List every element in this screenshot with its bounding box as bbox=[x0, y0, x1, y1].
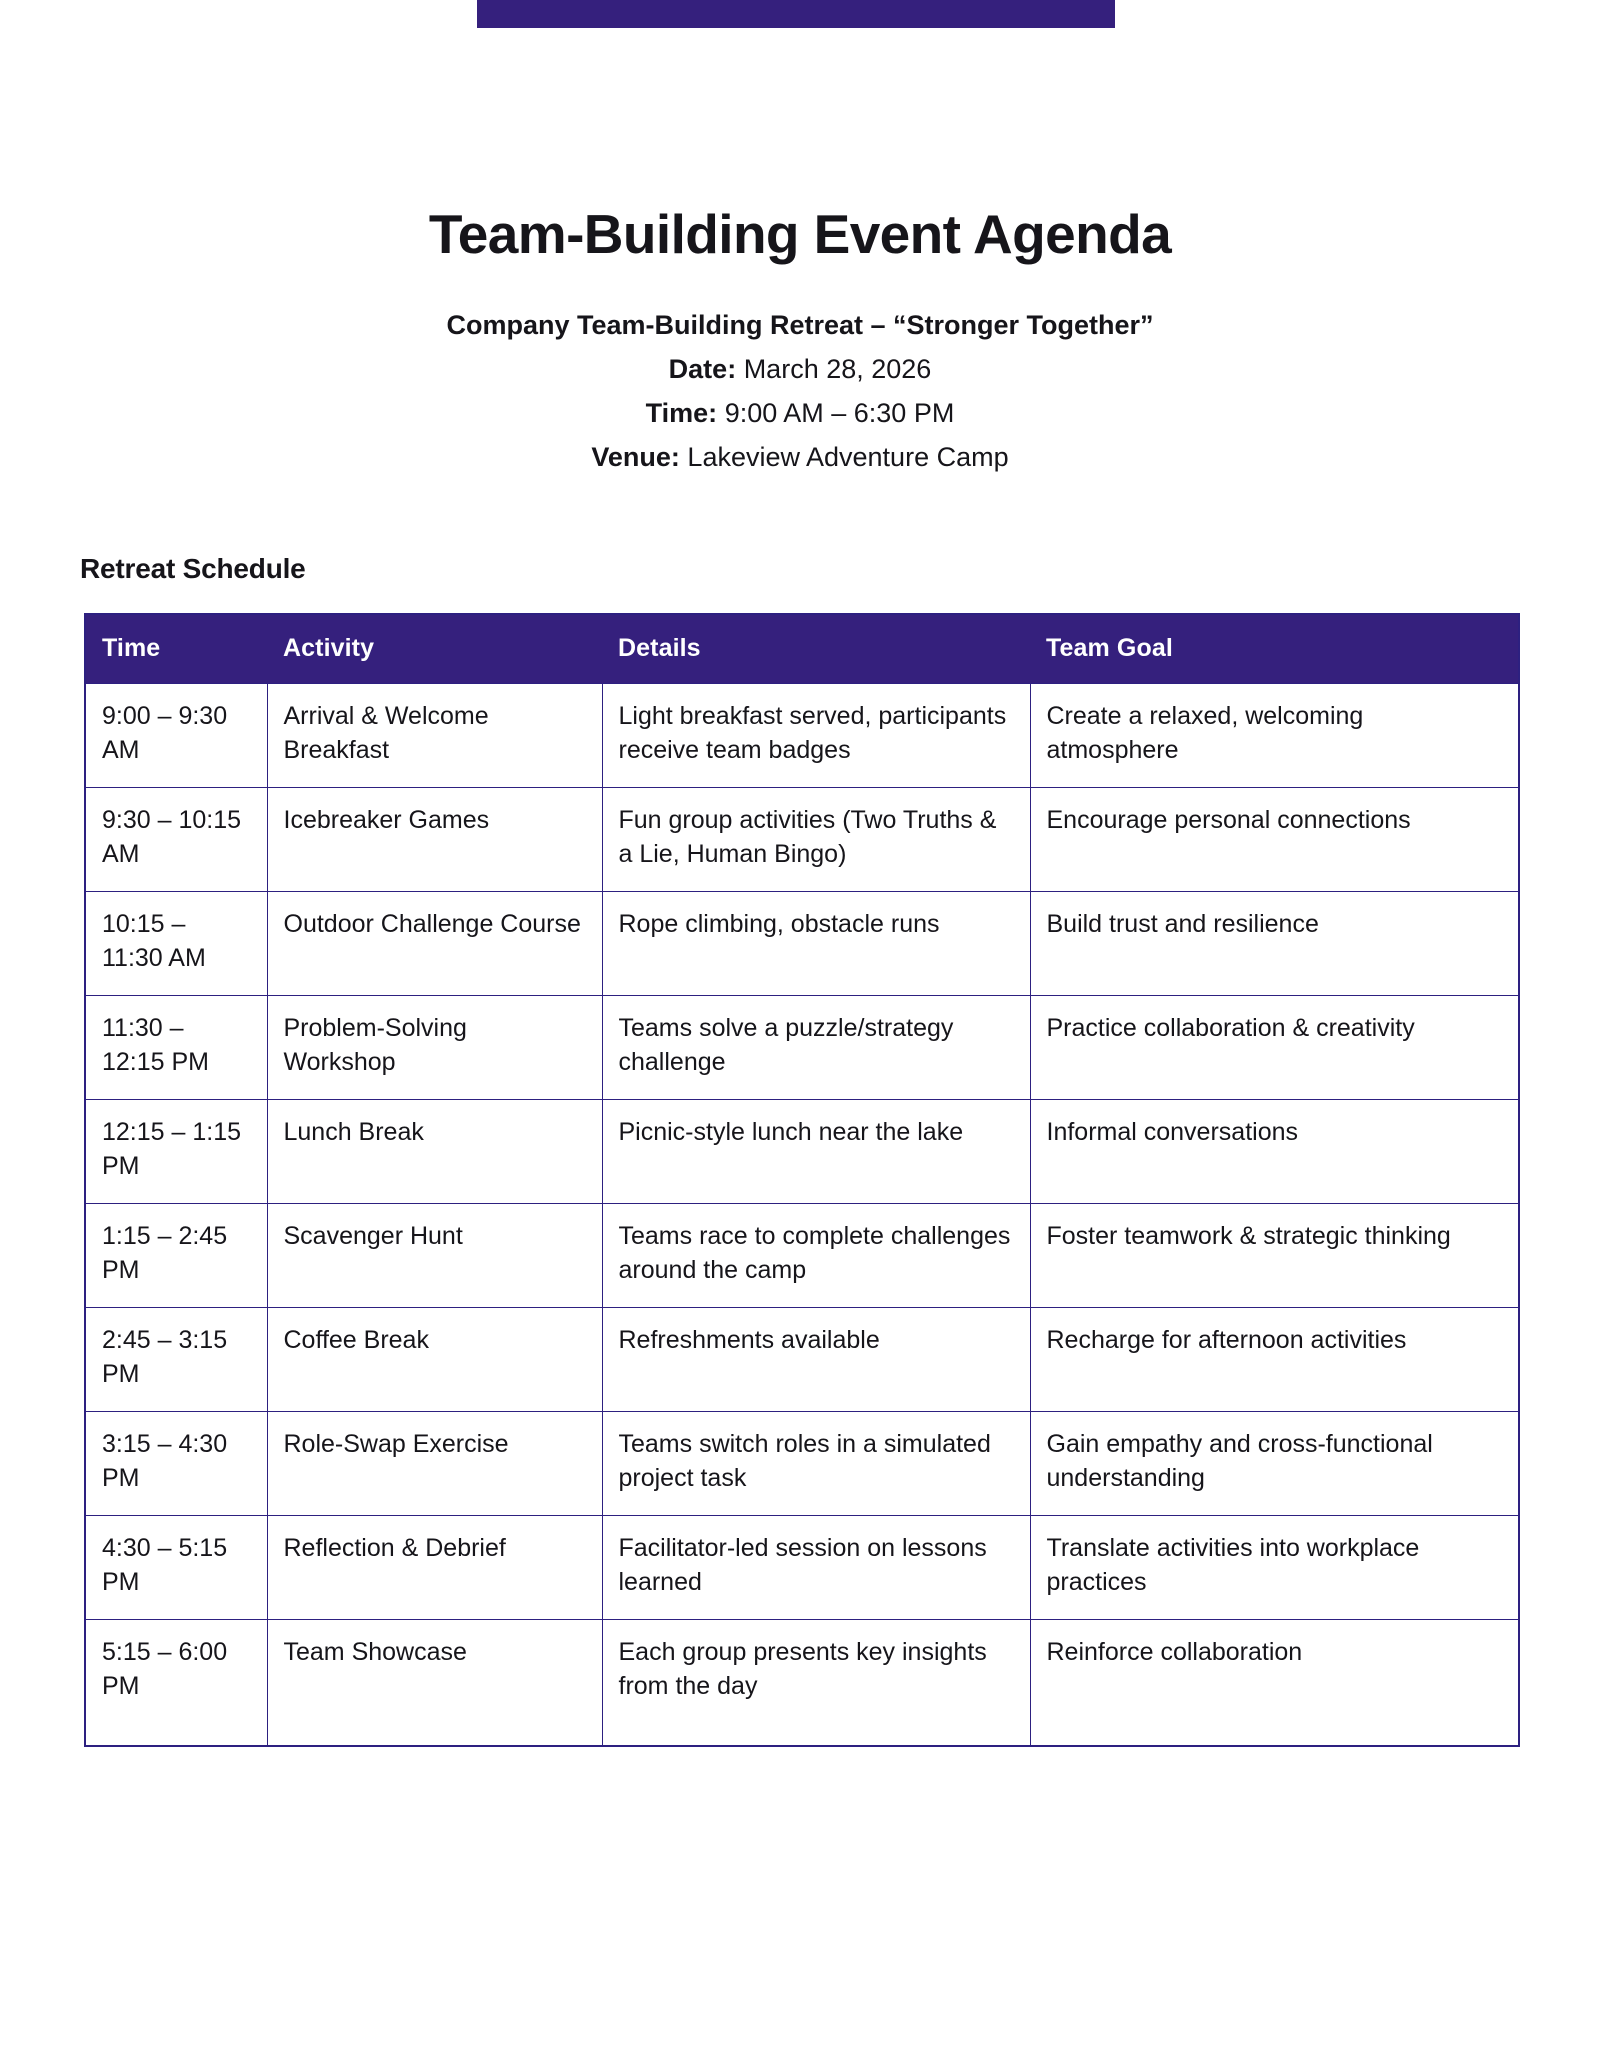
table-row bbox=[85, 1100, 1519, 1204]
cell-details: Refreshments available bbox=[602, 1308, 1030, 1412]
cell-details: Teams race to complete challenges around the camp bbox=[602, 1204, 1030, 1308]
cell-details: Each group presents key insights from the day bbox=[602, 1620, 1030, 1747]
cell-activity: Scavenger Hunt bbox=[267, 1204, 602, 1308]
cell-time: 9:30 – 10:15 AM bbox=[85, 788, 267, 892]
cell-time: 12:15 – 1:15 PM bbox=[85, 1100, 267, 1204]
column-header-goal: Team Goal bbox=[1030, 614, 1519, 684]
schedule-table-body bbox=[85, 684, 1519, 1747]
cell-activity: Reflection & Debrief bbox=[267, 1516, 602, 1620]
event-venue-line bbox=[0, 436, 1600, 480]
date-label: Date: bbox=[668, 354, 737, 385]
cell-time: 11:30 – 12:15 PM bbox=[85, 996, 267, 1100]
table-row bbox=[85, 1412, 1519, 1516]
event-time-line bbox=[0, 392, 1600, 436]
cell-activity: Problem-Solving Workshop bbox=[267, 996, 602, 1100]
page-title: Team-Building Event Agenda bbox=[428, 203, 1172, 265]
cell-details: Teams solve a puzzle/strategy challenge bbox=[602, 996, 1030, 1100]
date-value: March 28, 2026 bbox=[736, 354, 932, 385]
cell-details: Fun group activities (Two Truths & a Lie, Human Bingo) bbox=[602, 788, 1030, 892]
cell-time: 4:30 – 5:15 PM bbox=[85, 1516, 267, 1620]
table-row bbox=[85, 892, 1519, 996]
cell-details: Light breakfast served, participants receive team badges bbox=[602, 684, 1030, 788]
venue-label: Venue: bbox=[591, 441, 680, 472]
table-row bbox=[85, 1204, 1519, 1308]
cell-activity: Icebreaker Games bbox=[267, 788, 602, 892]
section-heading-retreat-schedule: Retreat Schedule bbox=[80, 553, 306, 584]
cell-time: 9:00 – 9:30 AM bbox=[85, 684, 267, 788]
cell-activity: Lunch Break bbox=[267, 1100, 602, 1204]
column-header-details: Details bbox=[602, 614, 1030, 684]
cell-details: Teams switch roles in a simulated project task bbox=[602, 1412, 1030, 1516]
cell-team-goal: Create a relaxed, welcoming atmosphere bbox=[1030, 684, 1519, 788]
cell-time: 2:45 – 3:15 PM bbox=[85, 1308, 267, 1412]
cell-team-goal: Reinforce collaboration bbox=[1030, 1620, 1519, 1747]
schedule-table-header bbox=[85, 614, 1519, 684]
cell-details: Rope climbing, obstacle runs bbox=[602, 892, 1030, 996]
table-row bbox=[85, 1516, 1519, 1620]
cell-time: 1:15 – 2:45 PM bbox=[85, 1204, 267, 1308]
schedule-table-container bbox=[84, 613, 1518, 1747]
cell-activity: Arrival & Welcome Breakfast bbox=[267, 684, 602, 788]
cell-team-goal: Gain empathy and cross-functional understanding bbox=[1030, 1412, 1519, 1516]
cell-details: Facilitator-led session on lessons learned bbox=[602, 1516, 1030, 1620]
cell-activity: Role-Swap Exercise bbox=[267, 1412, 602, 1516]
table-row bbox=[85, 1308, 1519, 1412]
cell-time: 10:15 – 11:30 AM bbox=[85, 892, 267, 996]
cell-details: Picnic-style lunch near the lake bbox=[602, 1100, 1030, 1204]
cell-team-goal: Translate activities into workplace practices bbox=[1030, 1516, 1519, 1620]
venue-value: Lakeview Adventure Camp bbox=[679, 441, 1009, 472]
table-row bbox=[85, 684, 1519, 788]
cell-activity: Coffee Break bbox=[267, 1308, 602, 1412]
event-name: Company Team-Building Retreat – “Stronger Together” bbox=[446, 310, 1154, 341]
cell-time: 3:15 – 4:30 PM bbox=[85, 1412, 267, 1516]
table-row bbox=[85, 788, 1519, 892]
table-row bbox=[85, 996, 1519, 1100]
cell-time: 5:15 – 6:00 PM bbox=[85, 1620, 267, 1747]
time-label: Time: bbox=[645, 397, 718, 428]
table-header-row bbox=[85, 614, 1519, 684]
cell-team-goal: Encourage personal connections bbox=[1030, 788, 1519, 892]
cell-team-goal: Practice collaboration & creativity bbox=[1030, 996, 1519, 1100]
column-header-activity: Activity bbox=[267, 614, 602, 684]
cell-team-goal: Recharge for afternoon activities bbox=[1030, 1308, 1519, 1412]
time-value: 9:00 AM – 6:30 PM bbox=[717, 397, 955, 428]
cell-team-goal: Informal conversations bbox=[1030, 1100, 1519, 1204]
event-date-line bbox=[0, 348, 1600, 392]
cell-activity: Team Showcase bbox=[267, 1620, 602, 1747]
cell-team-goal: Build trust and resilience bbox=[1030, 892, 1519, 996]
event-summary bbox=[0, 304, 1600, 479]
schedule-table bbox=[84, 613, 1520, 1747]
column-header-time: Time bbox=[85, 614, 267, 684]
table-row bbox=[85, 1620, 1519, 1747]
cell-team-goal: Foster teamwork & strategic thinking bbox=[1030, 1204, 1519, 1308]
cell-activity: Outdoor Challenge Course bbox=[267, 892, 602, 996]
